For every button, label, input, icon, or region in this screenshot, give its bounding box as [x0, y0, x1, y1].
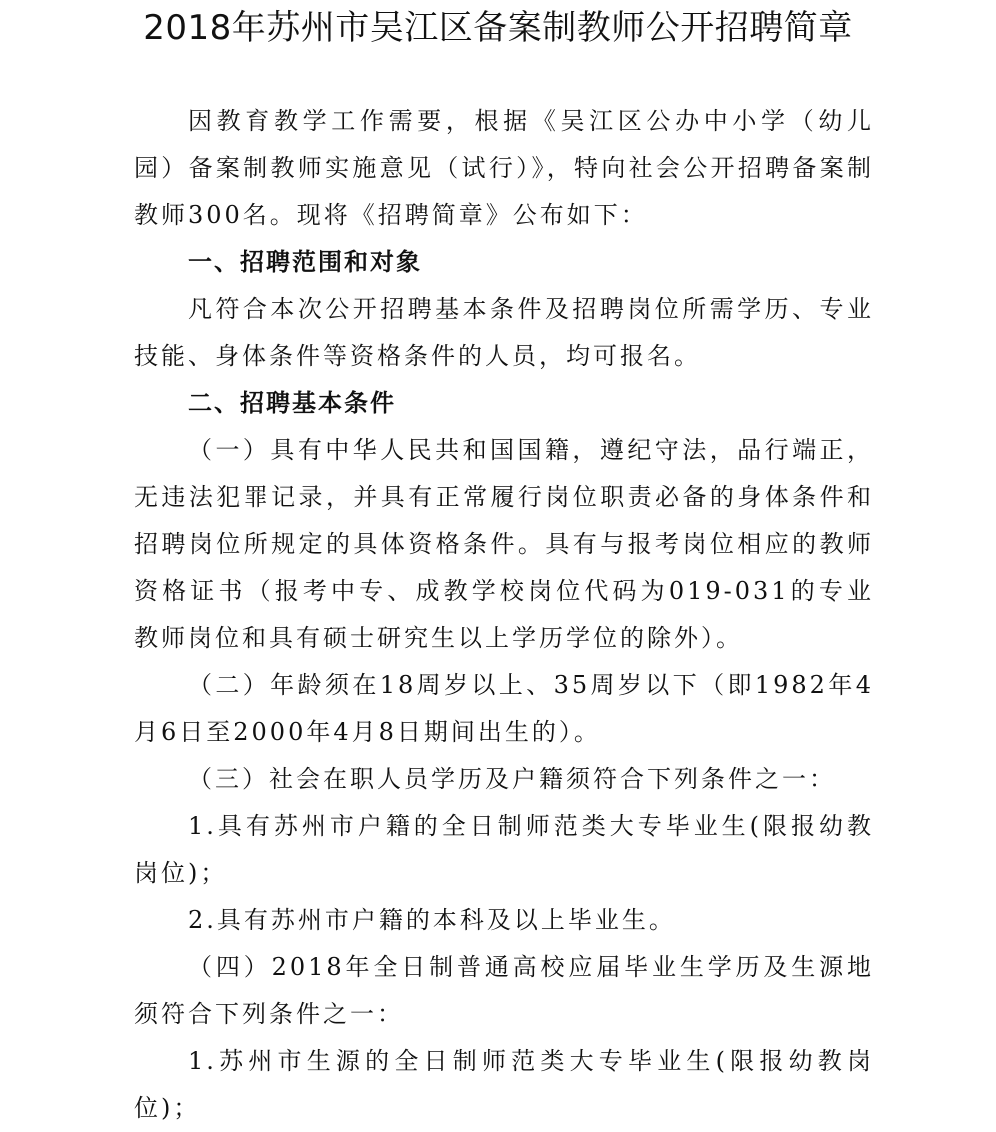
page-title: 2018年苏州市吴江区备案制教师公开招聘简章 [143, 8, 853, 48]
condition-3-subitem-2: 2.具有苏州市户籍的本科及以上毕业生。 [188, 906, 676, 934]
section-2-heading: 二、招聘基本条件 [188, 389, 396, 417]
condition-3-subitem-1: 1.具有苏州市户籍的全日制师范类大专毕业生(限报幼教岗位)； [134, 812, 874, 887]
condition-4-paragraph: （四）2018年全日制普通高校应届毕业生学历及生源地须符合下列条件之一： [134, 953, 874, 1028]
section-1-paragraph: 凡符合本次公开招聘基本条件及招聘岗位所需学历、专业技能、身体条件等资格条件的人员，均可报名。 [134, 295, 874, 370]
condition-4-subitem-1: 1.苏州市生源的全日制师范类大专毕业生(限报幼教岗位)； [134, 1047, 874, 1122]
condition-3-paragraph: （三）社会在职人员学历及户籍须符合下列条件之一： [188, 765, 836, 793]
condition-2-paragraph: （二）年龄须在18周岁以上、35周岁以下（即1982年4月6日至2000年4月8日期间出生的）。 [134, 671, 874, 746]
section-1-heading: 一、招聘范围和对象 [188, 248, 422, 276]
document-body [134, 98, 874, 1132]
condition-1-paragraph: （一）具有中华人民共和国国籍，遵纪守法，品行端正，无违法犯罪记录，并具有正常履行岗位职责必备的身体条件和招聘岗位所规定的具体资格条件。具有与报考岗位相应的教师资格证书（报考中专、成教学校岗位代码为019-031的专业教师岗位和具有硕士研究生以上学历学位的除外）。 [134, 436, 874, 652]
intro-paragraph: 因教育教学工作需要，根据《吴江区公办中小学（幼儿园）备案制教师实施意见（试行）》，特向社会公开招聘备案制教师300名。现将《招聘简章》公布如下： [134, 107, 874, 229]
